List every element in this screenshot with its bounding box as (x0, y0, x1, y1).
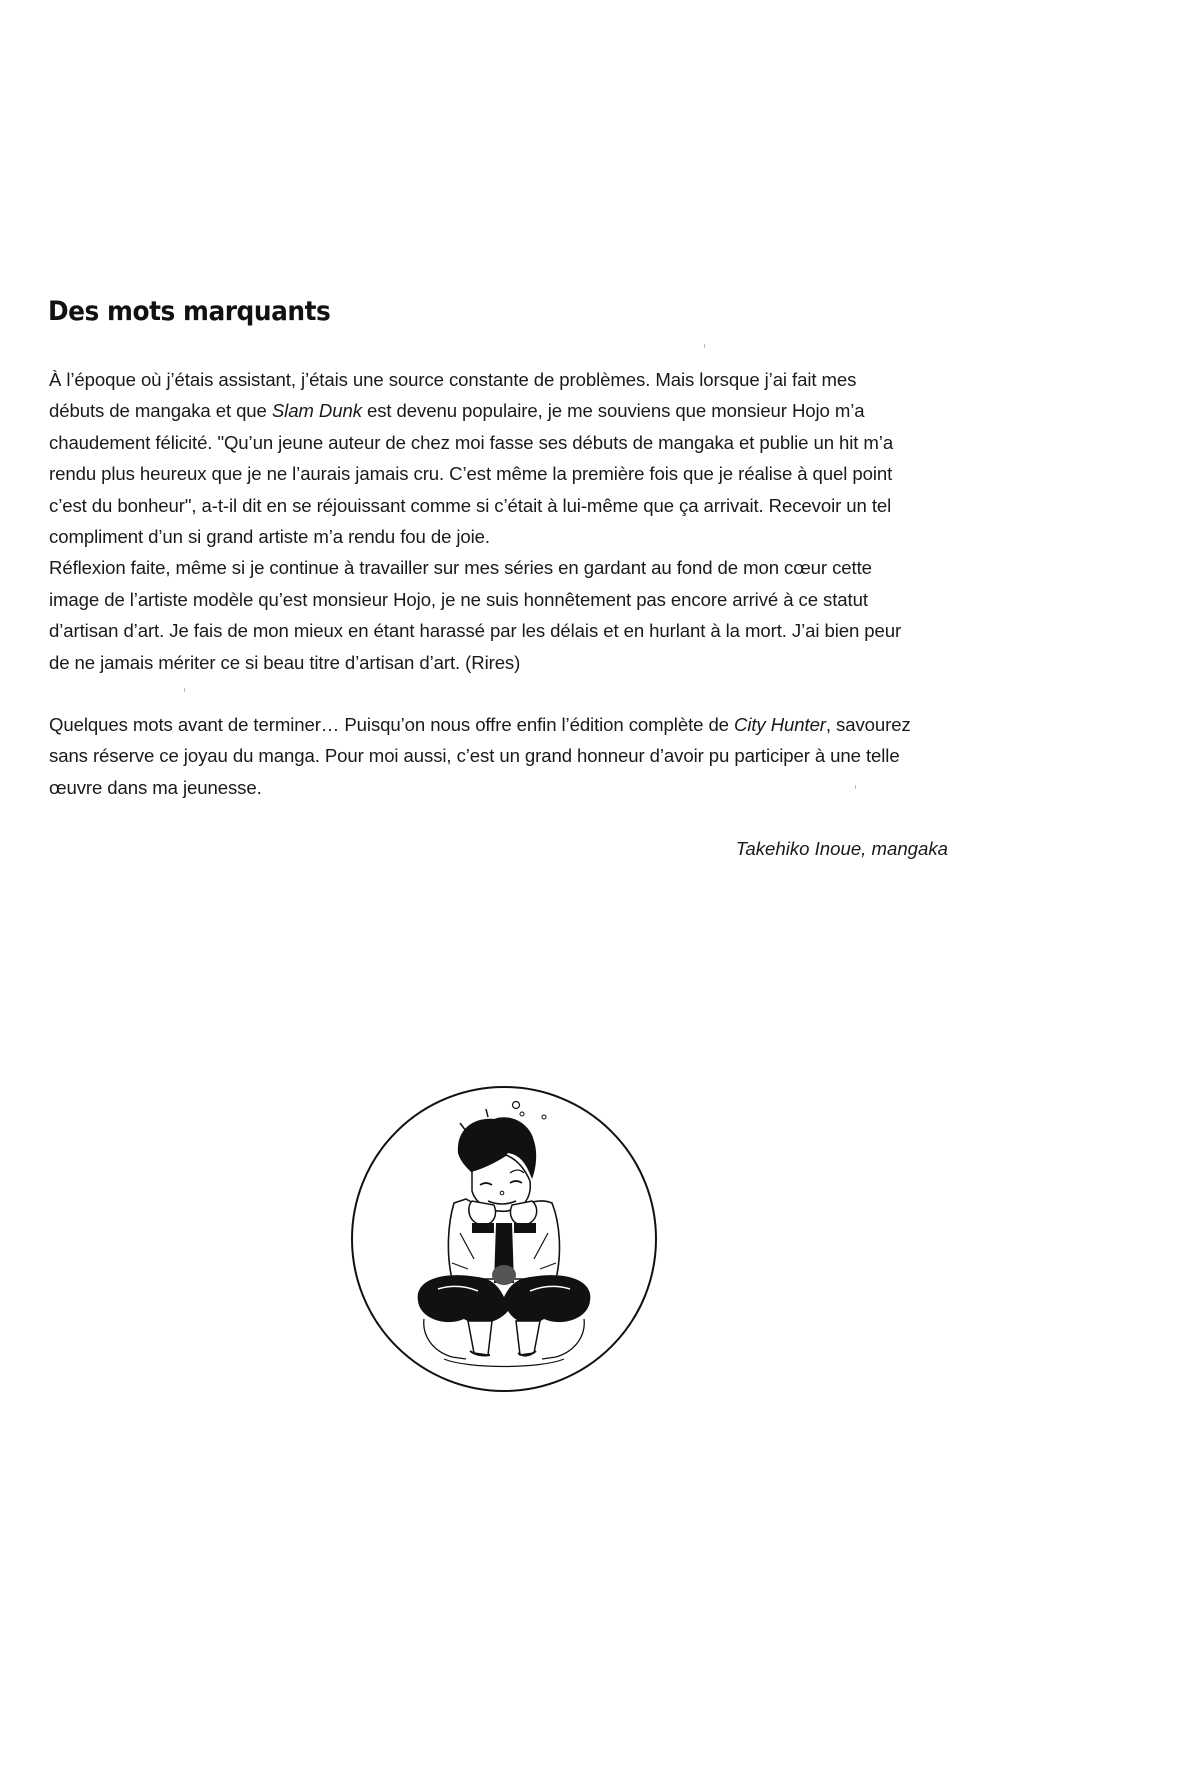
paragraph (49, 709, 949, 803)
text-line: œuvre dans ma jeunesse. (49, 776, 262, 798)
text-line: compliment d’un si grand artiste m’a rendu fou de joie. (49, 526, 490, 548)
author-signature: Takehiko Inoue, mangaka (735, 838, 948, 859)
paragraph (49, 364, 949, 552)
text-segment: débuts de mangaka et que (49, 400, 272, 422)
article-body (49, 364, 949, 803)
manga-character-portrait-icon (348, 1083, 660, 1395)
scan-speck (855, 785, 856, 789)
text-line: Réflexion faite, même si je continue à travailler sur mes séries en gardant au fond de mon cœur cette (49, 557, 872, 579)
scan-speck (704, 344, 705, 348)
text-line: chaudement félicité. "Qu’un jeune auteur de chez moi fasse ses débuts de mangaka et publie un hit m’a (49, 431, 894, 453)
text-line: c’est du bonheur", a-t-il dit en se réjouissant comme si c’était à lui-même que ça arrivait. Recevoir un tel (49, 494, 892, 516)
text-line (49, 395, 949, 426)
illustration-svg (348, 1083, 660, 1395)
text-line: de ne jamais mériter ce si beau titre d’artisan d’art. (Rires) (49, 651, 521, 673)
text-segment: Quelques mots avant de terminer… Puisqu’on nous offre enfin l’édition complète de (49, 714, 734, 736)
paragraph (49, 552, 949, 678)
left-cuff (472, 1223, 494, 1233)
text-segment: est devenu populaire, je me souviens que monsieur Hojo m’a (361, 400, 865, 422)
text-line: image de l’artiste modèle qu’est monsieur Hojo, je ne suis honnêtement pas encore arrivé à ce statut (49, 588, 868, 610)
right-hand (511, 1201, 537, 1225)
left-hand (469, 1201, 496, 1225)
scan-speck (184, 688, 185, 692)
right-cuff (514, 1223, 536, 1233)
book-title-slam-dunk: Slam Dunk (271, 400, 362, 422)
paragraph-spacer (49, 678, 949, 709)
book-title-city-hunter: City Hunter (734, 714, 826, 736)
text-line: À l’époque où j’étais assistant, j’étais une source constante de problèmes. Mais lorsque j’ai fait mes (49, 369, 857, 390)
text-segment: , savourez (825, 714, 911, 736)
text-line: d’artisan d’art. Je fais de mon mieux en étant harassé par les délais et en hurlant à la mort. J’ai bien peur (49, 620, 902, 642)
section-title: Des mots marquants (48, 296, 331, 327)
text-line: rendu plus heureux que je ne l’aurais jamais cru. C’est même la première fois que je réalise à quel point (49, 463, 893, 485)
text-line (49, 709, 949, 740)
shading (492, 1265, 516, 1285)
text-line: sans réserve ce joyau du manga. Pour moi aussi, c’est un grand honneur d’avoir pu participer à une telle (49, 745, 900, 767)
